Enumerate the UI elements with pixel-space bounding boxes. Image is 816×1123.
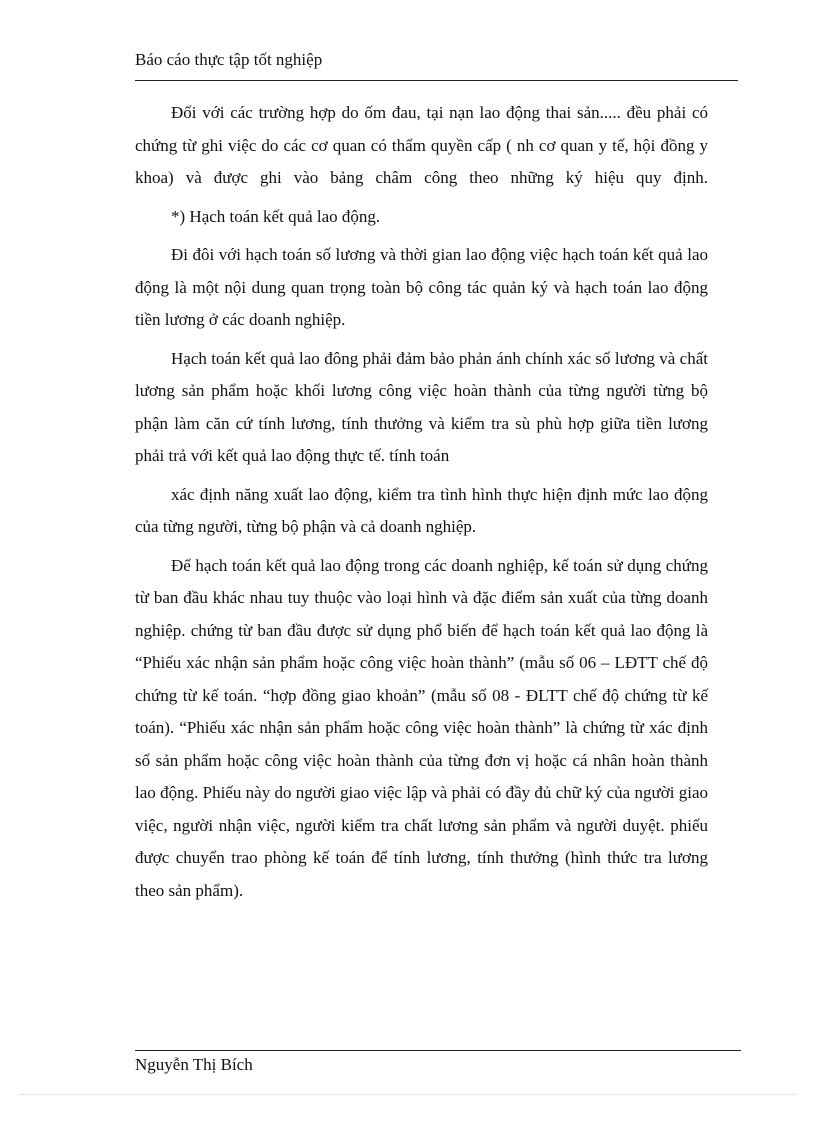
paragraph-accuracy-requirements: Hạch toán kết quả lao đông phải đảm bảo phản ánh chính xác số lương và chất lương sản phẩm hoặc khối lương công việc hoàn thành của từng người từng bộ phận làm căn cứ tính lương, tính thưởng và kiểm tra sù phù hợp giữa tiền lương phải trả với kết quả lao động thực tế. tính toán — [135, 348, 708, 465]
header-title: Báo cáo thực tập tốt nghiệp — [135, 50, 323, 69]
section-heading-labor-results: *) Hạch toán kết quả lao động. — [171, 206, 381, 226]
paragraph-sick-leave: Đối với các trường hợp do ốm đau, tại nạn lao động thai sản..... đều phải có chứng từ ghi việc do các cơ quan có thẩm quyền cấp ( nh cơ quan y tế, hội đồng y khoa) và được ghi vào bảng châm công theo những ký hiệu quy định. — [135, 103, 708, 187]
paragraph-accounting-overview: Đi đôi với hạch toán số lương và thời gian lao động việc hạch toán kết quả lao động là một nội dung quan trọng toàn bộ công tác quản ký và hạch toán lao động tiền lương ở các doanh nghiệp. — [135, 245, 708, 329]
footer-author: Nguyễn Thị Bích — [135, 1055, 253, 1074]
paragraph-documents: Để hạch toán kết quả lao động trong các doanh nghiệp, kế toán sử dụng chứng từ ban đầu khác nhau tuy thuộc vào loại hình và đặc điểm sản xuất của từng doanh nghiệp. chứng từ ban đầu được sử dụng phổ biến để hạch toán kết quả lao động là “Phiếu xác nhận sản phẩm hoặc công việc hoàn thành” (mẫu số 06 – LĐTT chế độ chứng từ kế toán. “hợp đồng giao khoản” (mẫu số 08 - ĐLTT chế độ chứng từ kế toán). “Phiếu xác nhận sản phẩm hoặc công việc hoàn thành” là chứng từ xác định số sản phẩm hoặc công việc hoàn thành của từng đơn vị hoặc cá nhân hoàn thành lao động. Phiếu này do người giao việc lập và phải có đầy đủ chữ ký của người giao việc, người nhận việc, người kiểm tra chất lương sản phẩm và người duyệt. phiếu được chuyển trao phòng kế toán để tính lương, tính thưởng (hình thức tra lương theo sản phẩm). — [135, 555, 708, 900]
page-edge-divider — [20, 1094, 796, 1095]
page-footer — [135, 1050, 741, 1077]
paragraph-productivity: xác định năng xuất lao động, kiểm tra tình hình thực hiện định mức lao động của từng người, từng bộ phận và cả doanh nghiệp. — [135, 484, 708, 536]
page-header — [135, 48, 738, 81]
document-body — [135, 97, 708, 913]
